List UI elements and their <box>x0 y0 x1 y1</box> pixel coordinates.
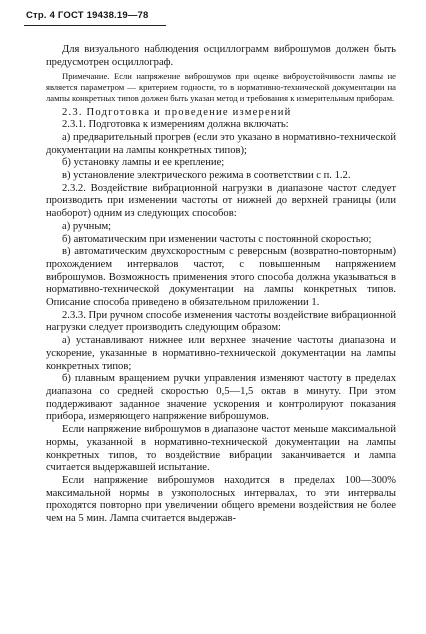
list-item-a-manual: а) ручным; <box>62 220 112 232</box>
paragraph-2-3-1: 2.3.1. Подготовка к измерениям должна включать: <box>62 119 289 131</box>
note-paragraph: Примечание. Если напряжение виброшумов при оценке виброустойчивости лампы не является параметром — критерием годности, то в нормативно-технической документации на лампы конкретных типов должен быть указан метод и требования к измерительным приборам. <box>46 71 396 103</box>
paragraph-2-3-3: 2.3.3. При ручном способе изменения частоты воздействие вибрационной нагрузки следует производить следующим образом: <box>46 309 396 334</box>
paragraph-oscillograph: Для визуального наблюдения осциллограмм виброшумов должен быть предусмотрен осциллограф. <box>46 44 396 68</box>
section-heading-2-3: 2.3. Подготовка и проведение измерений <box>62 106 292 118</box>
paragraph-below-norm: Если напряжение виброшумов в диапазоне частот меньше максимальной нормы, указанной в нормативно-технической документации на лампы конкретных типов, то воздействие вибрации заканчивается и лампа считается выдержавшей испытание. <box>46 424 396 474</box>
document-body <box>46 44 396 526</box>
list-item-v-mode: в) установление электрического режима в соответствии с п. 1.2. <box>62 170 351 182</box>
header-rule <box>24 25 166 26</box>
list-item-a-warmup: а) предварительный прогрев (если это указано в нормативно-технической документации на лампы конкретных типов); <box>46 131 396 156</box>
list-item-b-install: б) установку лампы и ее крепление; <box>62 157 225 169</box>
page-header: Стр. 4 ГОСТ 19438.19—78 <box>26 10 149 21</box>
list-item-b-rotate-knob: б) плавным вращением ручки управления изменяют частоту в пределах диапазона со средней скоростью 0,5—1,5 октав в минуту. При этом поддерживают заданное значение ускорения и контролируют показания прибора, измеряющего напряжение виброшумов. <box>46 373 396 423</box>
list-item-a-set-frequency: а) устанавливают нижнее или верхнее значение частоты диапазона и ускорение, указанные в нормативно-технической документации на лампы конкретных типов; <box>46 335 396 372</box>
list-item-v-two-speed: в) автоматическим двухскоростным с реверсным (возвратно-повторным) прохождением интервалов частот, с повышенным напряжением виброшумов. Возможность применения этого способа должна указываться в нормативно-технической документации на лампы конкретных типов. Описание способа приведено в обязательном приложении 1. <box>46 246 396 309</box>
paragraph-within-range: Если напряжение виброшумов находится в пределах 100—300% максимальной нормы в узкополосных интервалах, то эти интервалы проходятся повторно при увеличении общего времени воздействия не более чем на 5 мин. Лампа считается выдержав- <box>46 474 396 525</box>
paragraph-2-3-2: 2.3.2. Воздействие вибрационной нагрузки в диапазоне частот следует производить при изменении частоты от нижней до верхней границы (или наоборот) одним из следующих способов: <box>46 182 396 220</box>
list-item-b-automatic: б) автоматическим при изменении частоты с постоянной скоростью; <box>62 233 372 245</box>
